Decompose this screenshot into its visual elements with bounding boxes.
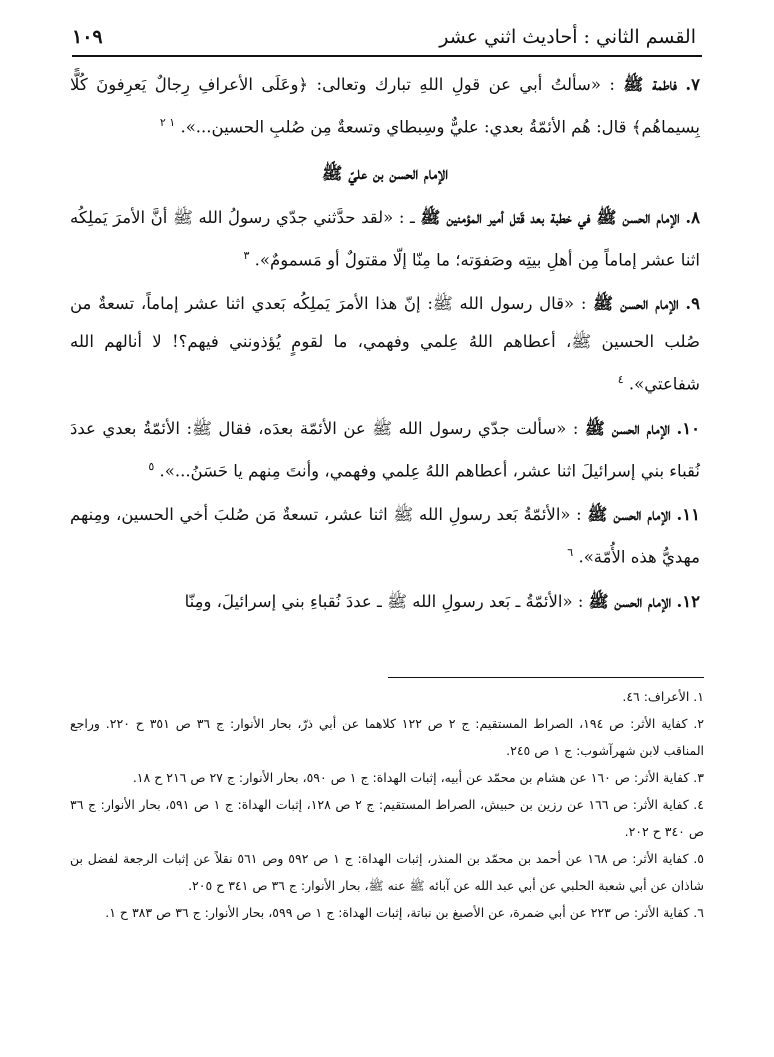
hadith-text: : «الأئمّةُ ـ بَعد رسولِ الله ﷺ ـ عددَ نُقباءِ بني إسرائيلَ، ومِنّا <box>184 591 584 611</box>
hadith-text: : «قال رسول الله ﷺ: إنّ هذا الأمرَ يَملِكُه بَعدي اثنا عشر إماماً، تسعةٌ من صُلب الحسين ﷺ، أعطاهم اللهُ عِلمي وفهمي، ما لقومٍ يُؤذونني فيهم؟! لا أنالهم الله شفاعتي». <box>70 294 700 394</box>
footnote-1: ١. الأعراف: ٤٦. <box>622 689 704 704</box>
hadith-7 <box>70 66 700 147</box>
footnote-4: ٤. كفاية الأثر: ص ١٦٦ عن رزين بن حبيش، الصراط المستقيم: ج ٢ ص ١٢٨، إثبات الهداة: ج ١ ص ٥٩١، بحار الأنوار: ج ٣٦ ص ٣٤٠ ح ٢٠٢. <box>70 797 704 839</box>
hadith-speaker: الإمام الحسن ﷺ <box>587 505 671 524</box>
hadith-speaker: الإمام الحسن ﷺ <box>588 591 672 611</box>
footnote-ref: ٥ <box>148 459 155 473</box>
footnote-ref: ١ ٢ <box>159 116 176 129</box>
hadith-9 <box>70 285 700 404</box>
hadith-11 <box>70 496 700 577</box>
footnote-3: ٣. كفاية الأثر: ص ١٦٠ عن هشام بن محمّد عن أبيه، إثبات الهداة: ج ١ ص ٥٩٠، بحار الأنوار: ج ٢٧ ص ٢١٦ ح ١٨. <box>132 770 704 785</box>
footnote-2: ٢. كفاية الأثر: ص ١٩٤، الصراط المستقيم: ج ٢ ص ١٢٢ كلاهما عن أبي ذرّ، بحار الأنوار: ج ٣٦ ص ٣٥١ ح ٢٢٠. وراجع المناقب لابن شهرآشوب: ج ١ ص ٢٤٥. <box>70 716 705 758</box>
footnote-ref: ٣ <box>243 248 250 262</box>
hadith-number: ١١. <box>676 505 701 524</box>
footnote-separator <box>388 677 704 678</box>
header-rule <box>72 55 702 57</box>
hadith-text: : «الأئمّةُ بَعد رسولِ الله ﷺ اثنا عشر، تسعةٌ مَن صُلبَ أخي الحسين، ومِنهم مهديُّ هذه الأُمّة». <box>70 505 700 567</box>
hadith-speaker: الإمام الحسن ﷺ <box>584 418 671 438</box>
hadith-number: ١٢. <box>676 591 700 611</box>
hadith-8 <box>70 199 700 280</box>
hadith-speaker: فاطمة ﷺ <box>623 75 677 94</box>
running-title: القسم الثاني : أحاديث اثني عشر <box>439 26 696 48</box>
hadith-12 <box>70 583 700 621</box>
hadith-text: : «سألتُ أبي عن قولِ اللهِ تبارك وتعالى: ﴿وعَلَى الأعرافِ رِجالٌ يَعرِفونَ كُلًّا بِسيماهُم﴾ قال: هُم الأئمّةُ بعدي: عليٌّ وسِبطاي وتسعةٌ مِن صُلبِ الحسين...». <box>70 75 700 137</box>
hadith-number: ٩. <box>685 294 701 313</box>
hadith-text: : «سألت جدّي رسول الله ﷺ عن الأئمّة بعدَه، فقال ﷺ: الأئمّةُ بعدي عددَ نُقباء بني إسرائيلَ اثنا عشر، أعطاهم اللهُ عِلمي وفهمي، وأنتَ مِنهم يا حَسَنُ...». <box>70 418 700 480</box>
hadith-text: ـ : «لقد حدَّثني جدّي رسولُ الله ﷺ أنَّ الأمرَ يَملِكُه اثنا عشر إماماً مِن أهلِ بيتِه وصَفوَته؛ ما مِنّا إلّا مقتولٌ أو مَسمومٌ». <box>70 207 700 269</box>
footnote-ref: ٤ <box>617 373 624 386</box>
footnote-ref: ٦ <box>567 546 574 559</box>
hadith-speaker: الإمام الحسن ﷺ <box>593 294 679 313</box>
footnote-5: ٥. كفاية الأثر: ص ١٦٨ عن أحمد بن محمّد بن المنذر، إثبات الهداة: ج ١ ص ٥٩٢ وص ٥٦١ نقلاً عن إثبات الرجعة لفضل بن شاذان عن أبي شعبة الحلبي عن أبي عبد الله عن آبائه ﷺ عنه ﷺ، بحار الأنوار: ج ٣٦ ص ٣٤١ ح ٢٠٥. <box>70 851 705 893</box>
hadith-10 <box>70 410 700 491</box>
hadith-number: ١٠. <box>676 418 701 438</box>
section-title: الإمام الحسن بن عليّ ﷺ <box>321 163 449 184</box>
page-number: ١٠٩ <box>72 26 103 48</box>
footnotes <box>70 683 704 926</box>
page-header <box>72 22 696 52</box>
hadith-speaker: الإمام الحسن ﷺ في خطبة بعد قَتل أمير المؤمنين ﷺ <box>420 207 680 227</box>
hadith-number: ٧. <box>685 75 701 94</box>
footnote-6: ٦. كفاية الأثر: ص ٢٢٣ عن أبي ضمرة، عن الأصبغ بن نباتة، إثبات الهداة: ج ١ ص ٥٩٩، بحار الأنوار: ج ٣٦ ص ٣٨٣ ح ١. <box>105 905 704 920</box>
hadith-number: ٨. <box>685 207 701 227</box>
main-text <box>70 66 700 627</box>
